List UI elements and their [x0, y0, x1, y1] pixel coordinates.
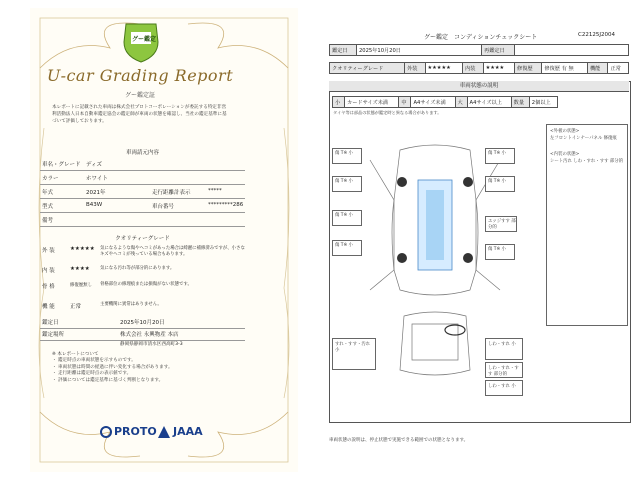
quality-stars: ★★★★: [70, 266, 90, 272]
damage-label: 傷 T※ 小: [335, 179, 353, 184]
row-appraisal-date: [40, 318, 245, 329]
quality-desc: 気になるような傷やヘコミがあった場合は綺麗に補修済みですが、小さなキズやヘコミが残っている場合もあります。: [100, 246, 245, 257]
ext-label: 外装: [405, 63, 425, 74]
damage-box: [332, 176, 362, 192]
legend-value: 2個以上: [529, 97, 557, 108]
quality-row-function: [40, 302, 245, 312]
quality-section-title: クオリティーグレード: [115, 236, 170, 242]
grade-label: クオリティーグレード: [330, 63, 405, 74]
size-legend: [332, 96, 558, 108]
quality-row-frame: [40, 282, 245, 298]
mileage-value: *****: [208, 188, 222, 194]
func-label: 機能: [587, 63, 607, 74]
note-line: ・ 評価については鑑定基準に基づく判断となります。: [52, 377, 164, 383]
chassis-label: 車台番号: [152, 204, 175, 210]
row-color: [40, 174, 245, 185]
exterior-note-title: <外板の状態>: [550, 129, 580, 134]
row-model: [40, 202, 245, 213]
legend-value: A4サイズ以上: [467, 97, 511, 108]
damage-label: 傷 T※ 小: [335, 213, 353, 218]
legend-key: 中: [399, 97, 411, 108]
legend-value: A4サイズ未満: [411, 97, 455, 108]
brand-jaaa: JAAA: [173, 425, 203, 438]
ref-label: 再鑑定日: [482, 45, 515, 56]
row-name: [40, 160, 245, 171]
brand-proto: PROTO: [114, 425, 157, 438]
damage-box: [485, 380, 523, 396]
ref-value: [515, 45, 629, 56]
certificate-intro: 本レポートに記載された車両は株式会社プロトコーポレーションが委託する特定非営利活動法人日本自動車鑑定協会の鑑定師が車両の状態を確認し、当社の鑑定基準に基づいて評価しております。: [52, 105, 227, 124]
row-year: [40, 188, 245, 199]
quality-stars: 正常: [70, 304, 82, 310]
model-label: 型式: [42, 204, 54, 210]
quality-label: 骨 格: [42, 284, 55, 290]
quality-label: 外 装: [42, 248, 55, 254]
interior-note: シート汚れ しわ・すれ・すす 部分的: [550, 159, 624, 164]
note-line: ・ 鑑定時点の車両状態を示すものです。: [52, 358, 136, 364]
appraisal-address: 静岡県静岡市清水区西高町3-3: [120, 342, 183, 347]
quality-stars: ★★★★★: [70, 246, 95, 252]
row-note: [40, 216, 245, 227]
notes-title: ※ 本レポートについて: [52, 352, 99, 357]
quality-label: 内 装: [42, 268, 55, 274]
damage-label: 傷 T※ 小: [335, 151, 353, 156]
note-line: ・ 車両状態は時間の経過に伴い変化する場合があります。: [52, 364, 173, 370]
damage-label: しわ・すれ 小: [488, 342, 516, 347]
ext-value: ★★★★★: [425, 63, 463, 74]
damage-box: [332, 210, 362, 226]
date-table: [329, 44, 629, 56]
quality-row-exterior: [40, 246, 245, 262]
certificate-notes: [52, 352, 232, 384]
chassis-value: *********286: [208, 202, 244, 208]
proto-logo-icon: [100, 426, 112, 438]
quality-row-interior: [40, 266, 245, 278]
note-label: 備考: [42, 218, 54, 224]
condition-header: 車両状態の説明: [329, 81, 629, 92]
func-value: 正常: [608, 63, 629, 74]
color-value: ホワイト: [86, 176, 108, 182]
damage-box: [485, 362, 523, 378]
damage-box: [485, 338, 523, 360]
interior-note-title: <内装の状態>: [550, 152, 580, 157]
model-value: B43W: [86, 202, 103, 208]
damage-label: しわ・すれ・すす 部分的: [488, 366, 519, 377]
goo-badge-icon: [120, 22, 162, 64]
steering-wheel-icon: [445, 325, 465, 335]
note-line: ・ 走行距離は鑑定時点の表示値です。: [52, 371, 132, 377]
date-label: 鑑定日: [330, 45, 357, 56]
damage-box: [485, 244, 515, 260]
quality-desc: 主要機関に異常はありません。: [100, 302, 162, 307]
damage-box: [332, 148, 362, 164]
year-value: 2021年: [86, 190, 106, 196]
legend-key: 小: [333, 97, 345, 108]
quality-desc: 気になる汚れ等が部分的にあります。: [100, 266, 175, 271]
damage-box: [332, 240, 362, 256]
damage-box: [485, 148, 515, 164]
int-label: 内装: [463, 63, 483, 74]
quality-desc: 骨格部位の修理痕または損傷がない状態です。: [100, 282, 192, 287]
damage-label: エッジすす 部分的: [488, 219, 516, 230]
int-value: ★★★★: [483, 63, 514, 74]
vehicle-section-title: 車両請元内容: [125, 150, 159, 156]
color-label: カラー: [42, 176, 59, 182]
appraisal-place-label: 鑑定場所: [42, 332, 65, 338]
mileage-label: 走行距離計表示: [152, 190, 191, 196]
exterior-note: 左フロントインナーパネル 修復痕: [550, 136, 617, 141]
damage-label: 傷 T※ 小: [488, 179, 506, 184]
frame-label: 修復歴: [515, 63, 542, 74]
appraisal-date-value: 2025年10月20日: [120, 320, 165, 326]
year-label: 年式: [42, 190, 54, 196]
date-value: 2025年10月20日: [357, 45, 482, 56]
damage-label: しわ・すれ 小: [488, 384, 516, 389]
frame-value: 修復歴 有 無: [542, 63, 588, 74]
damage-label: すれ・すす・汚れ 小: [335, 342, 371, 353]
quality-label: 機 能: [42, 304, 55, 310]
quality-stars: 修復歴無し: [70, 283, 92, 288]
grade-table: [329, 62, 629, 74]
appraisal-date-label: 鑑定日: [42, 320, 59, 326]
damage-box: [485, 176, 515, 192]
damage-box: [485, 216, 517, 232]
appraisal-place-value: 株式会社 永興物産 本店: [120, 332, 179, 338]
side-notes-box: [546, 124, 628, 326]
name-label: 車名・グレード: [42, 162, 81, 168]
sheet-title: グー鑑定 コンディションチェックシート: [424, 34, 538, 41]
damage-label: 傷 T※ 小: [488, 151, 506, 156]
damage-label: 傷 T※ 小: [488, 247, 506, 252]
sheet-number: C22125J2004: [578, 32, 615, 38]
name-value: ディズ: [86, 162, 103, 168]
legend-key: 大: [455, 97, 467, 108]
row-appraisal-place: [40, 330, 245, 341]
legend-value: カードサイズ未満: [345, 97, 399, 108]
legend-key: 数量: [511, 97, 529, 108]
badge-text: グー鑑定: [132, 36, 157, 43]
jaaa-logo-icon: [158, 426, 170, 438]
certificate-title: U-car Grading Report: [46, 66, 234, 85]
damage-box: [332, 338, 376, 370]
damage-label: 傷 T※ 小: [335, 243, 353, 248]
legend-note: タイヤ等は部品の状態が鑑定時と異なる場合があります。: [333, 110, 442, 115]
certificate-subtitle: グー鑑定証: [124, 92, 155, 99]
sheet-footer: 車両状態の説明は、停止状態で実施できる範囲での状態となります。: [329, 438, 469, 443]
